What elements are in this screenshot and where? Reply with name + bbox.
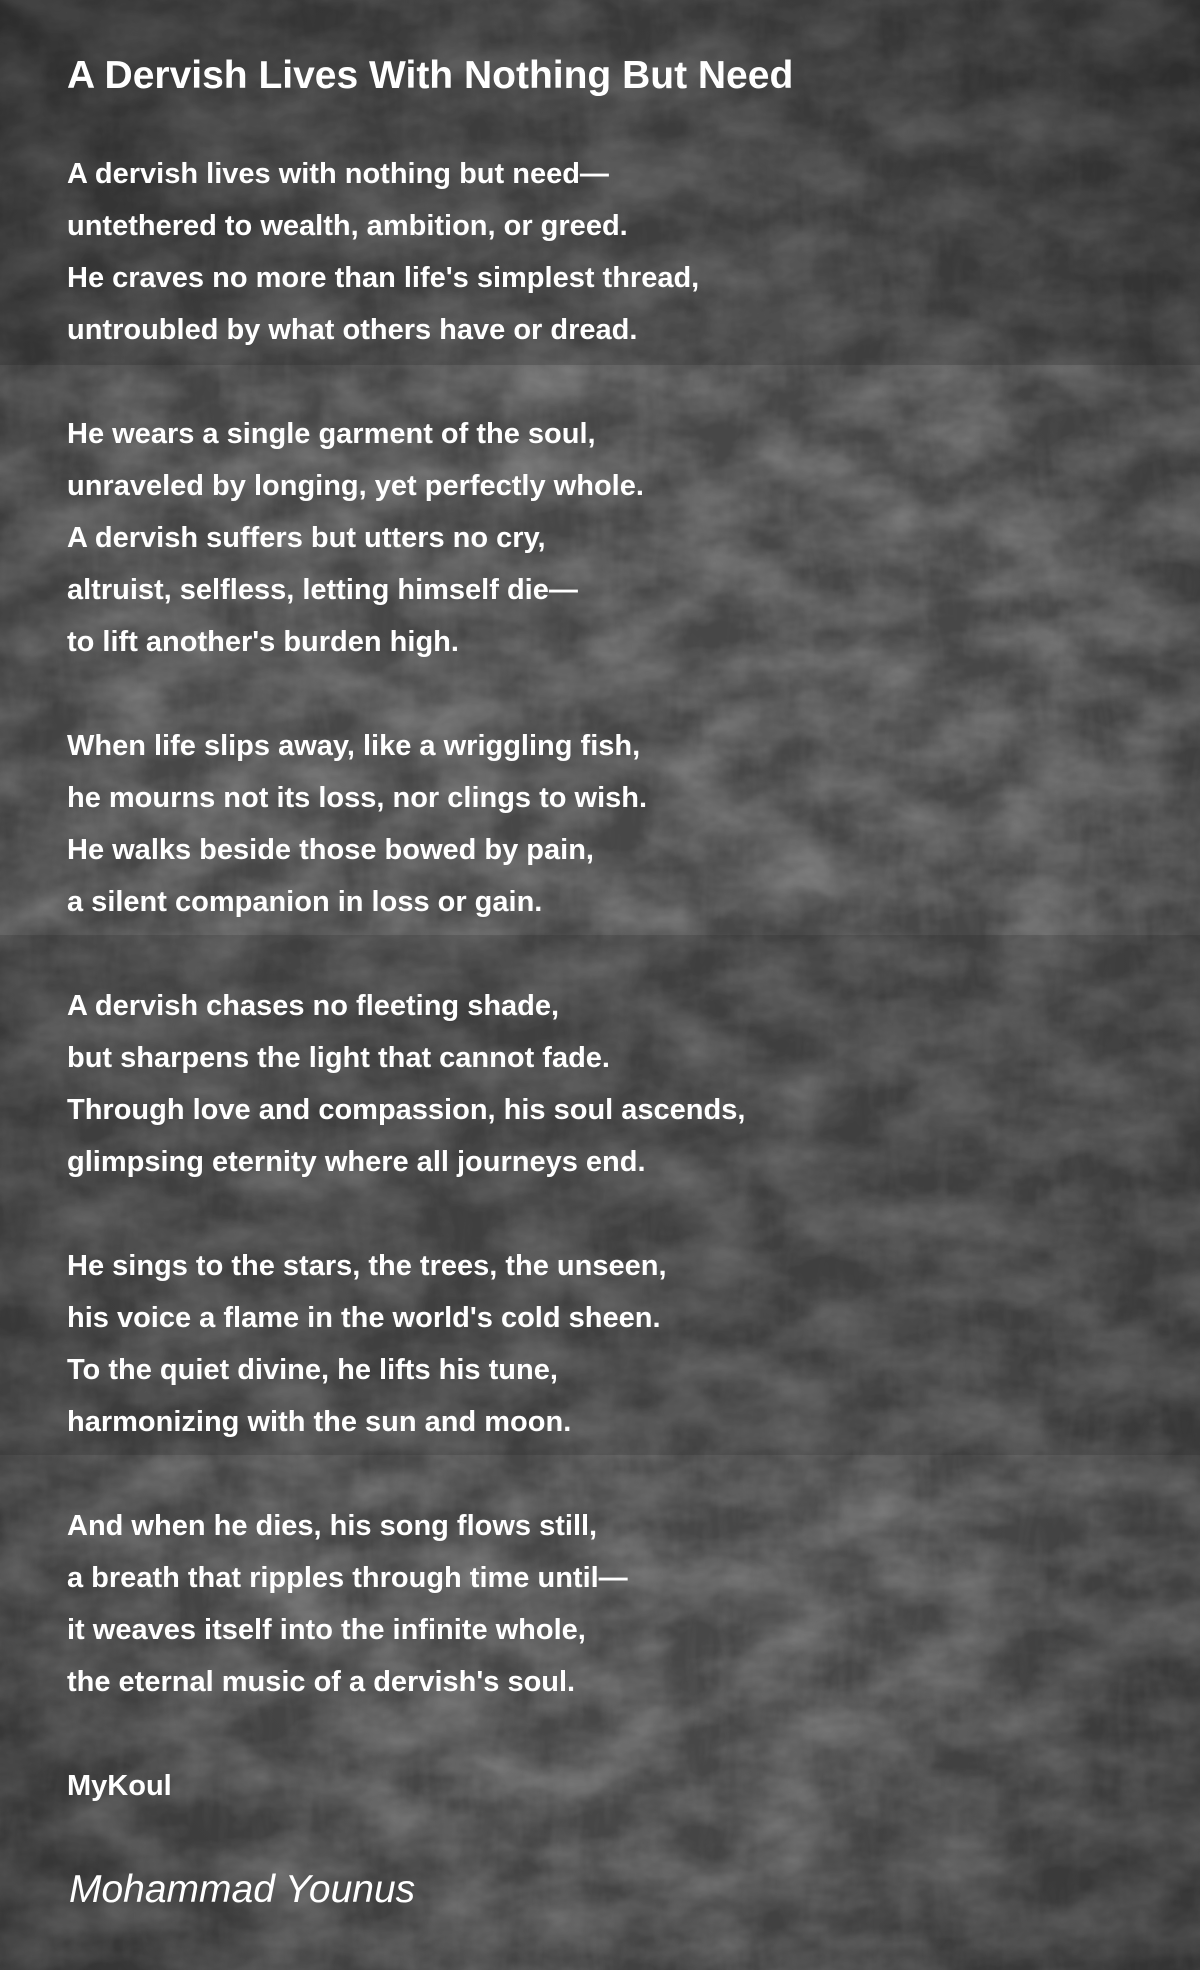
poem-line: He walks beside those bowed by pain, bbox=[67, 834, 594, 866]
poem-line: He craves no more than life's simplest thread, bbox=[67, 262, 700, 294]
poem-line: He wears a single garment of the soul, bbox=[67, 418, 596, 450]
poem-line: but sharpens the light that cannot fade. bbox=[67, 1042, 610, 1074]
poem-line: A dervish suffers but utters no cry, bbox=[67, 522, 546, 554]
stanza-5 bbox=[67, 1240, 745, 1448]
poem-line: the eternal music of a dervish's soul. bbox=[67, 1666, 576, 1698]
poem-line: a silent companion in loss or gain. bbox=[67, 886, 543, 918]
stanza-4 bbox=[67, 980, 745, 1188]
poem-line: When life slips away, like a wriggling fish, bbox=[67, 730, 641, 762]
poem-line: A dervish lives with nothing but need— bbox=[67, 158, 609, 190]
poem-line: his voice a flame in the world's cold sheen. bbox=[67, 1302, 661, 1334]
poem-line: to lift another's burden high. bbox=[67, 626, 459, 658]
poem-line: To the quiet divine, he lifts his tune, bbox=[67, 1354, 558, 1386]
poem-line: harmonizing with the sun and moon. bbox=[67, 1406, 572, 1438]
poem-line: he mourns not its loss, nor clings to wish. bbox=[67, 782, 648, 814]
poem-signature: MyKoul bbox=[67, 1770, 172, 1802]
stanza-3 bbox=[67, 720, 745, 928]
stanza-1 bbox=[67, 148, 745, 356]
author-name: Mohammad Younus bbox=[69, 1868, 416, 1911]
poem-line: altruist, selfless, letting himself die— bbox=[67, 574, 578, 606]
poem-line: unraveled by longing, yet perfectly whole. bbox=[67, 470, 644, 502]
poem-line: it weaves itself into the infinite whole, bbox=[67, 1614, 586, 1646]
stanza-6 bbox=[67, 1500, 745, 1708]
poem-line: untethered to wealth, ambition, or greed. bbox=[67, 210, 628, 242]
poem-line: A dervish chases no fleeting shade, bbox=[67, 990, 560, 1022]
poem-line: And when he dies, his song flows still, bbox=[67, 1510, 598, 1542]
poem-line: untroubled by what others have or dread. bbox=[67, 314, 638, 346]
poem-body bbox=[67, 148, 745, 1812]
poem-line: Through love and compassion, his soul ascends, bbox=[67, 1094, 746, 1126]
poem-line: a breath that ripples through time until— bbox=[67, 1562, 628, 1594]
stanza-2 bbox=[67, 408, 745, 668]
poem-line: glimpsing eternity where all journeys end. bbox=[67, 1146, 646, 1178]
poem-line: He sings to the stars, the trees, the unseen, bbox=[67, 1250, 667, 1282]
poem-title: A Dervish Lives With Nothing But Need bbox=[67, 54, 794, 97]
